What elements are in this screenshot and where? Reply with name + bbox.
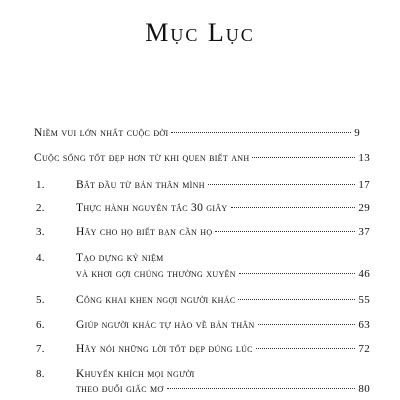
toc-entry-title: Tạo dựng kỷ niệm xyxy=(76,252,164,264)
toc-entry-number: 3. xyxy=(36,226,45,238)
dot-leader xyxy=(252,157,355,158)
dot-leader xyxy=(258,324,356,325)
toc-entry-number: 6. xyxy=(36,319,45,331)
page-title: Mục Lục xyxy=(145,18,255,47)
toc-entry-number: 7. xyxy=(36,343,45,355)
toc-entry-line xyxy=(76,226,370,238)
toc-entry-title: Hãy nói những lời tốt đẹp đúng lúc xyxy=(76,343,253,355)
toc-entry-line xyxy=(76,294,370,306)
toc-entry-line xyxy=(76,319,370,331)
toc-entry-title: Thực hành nguyên tắc 30 giây xyxy=(76,202,228,214)
toc-entry-title: Công khai khen ngợi người khác xyxy=(76,294,236,306)
toc-entry-title: Giúp người khác tự hào về bản thân xyxy=(76,319,255,331)
toc-page-number: 37 xyxy=(358,226,370,238)
toc-page-number: 55 xyxy=(358,294,370,306)
dot-leader xyxy=(256,348,356,349)
dot-leader xyxy=(171,132,351,133)
toc-entry-title: Hãy cho họ biết bạn cần họ xyxy=(76,226,213,238)
toc-page-number: 46 xyxy=(358,268,370,280)
toc-entry-line xyxy=(76,202,370,214)
toc-entry-line xyxy=(76,343,370,355)
toc-entry-title: Cuộc sống tốt đẹp hơn từ khi quen biết anh xyxy=(34,152,250,164)
toc-entry-number: 2. xyxy=(36,202,45,214)
toc-entry-line xyxy=(76,252,164,264)
toc-entry-title-continued: và khơi gợi chúng thường xuyên xyxy=(76,268,236,280)
dot-leader xyxy=(167,388,356,389)
dot-leader xyxy=(239,273,356,274)
toc-page-number: 29 xyxy=(358,202,370,214)
toc-entry-number: 4. xyxy=(36,252,45,264)
dot-leader xyxy=(208,184,356,185)
toc-entry-line xyxy=(76,179,370,191)
toc-entry-number: 5. xyxy=(36,294,45,306)
toc-entry-title: Niềm vui lớn nhất cuộc đời xyxy=(34,127,169,139)
toc-entry-title-continued: theo đuổi giấc mơ xyxy=(76,383,164,395)
toc-entry-number: 8. xyxy=(36,368,45,380)
toc-entry-line xyxy=(76,383,370,395)
dot-leader xyxy=(238,299,355,300)
toc-entry-line xyxy=(34,127,360,139)
toc-page-number: 72 xyxy=(358,343,370,355)
dot-leader xyxy=(215,231,355,232)
toc-entry-line xyxy=(76,368,195,380)
toc-entry-line xyxy=(76,268,370,280)
toc-page-number: 17 xyxy=(358,179,370,191)
toc-page-number: 9 xyxy=(354,127,360,139)
toc-entry-line xyxy=(34,152,370,164)
dot-leader xyxy=(231,207,356,208)
toc-entry-title: Khuyến khích mọi người xyxy=(76,368,195,380)
toc-entry-title: Bắt đầu từ bản thân mình xyxy=(76,179,205,191)
toc-page-number: 80 xyxy=(358,383,370,395)
toc-page-number: 63 xyxy=(358,319,370,331)
toc-entry-number: 1. xyxy=(36,179,45,191)
toc-page-number: 13 xyxy=(358,152,370,164)
